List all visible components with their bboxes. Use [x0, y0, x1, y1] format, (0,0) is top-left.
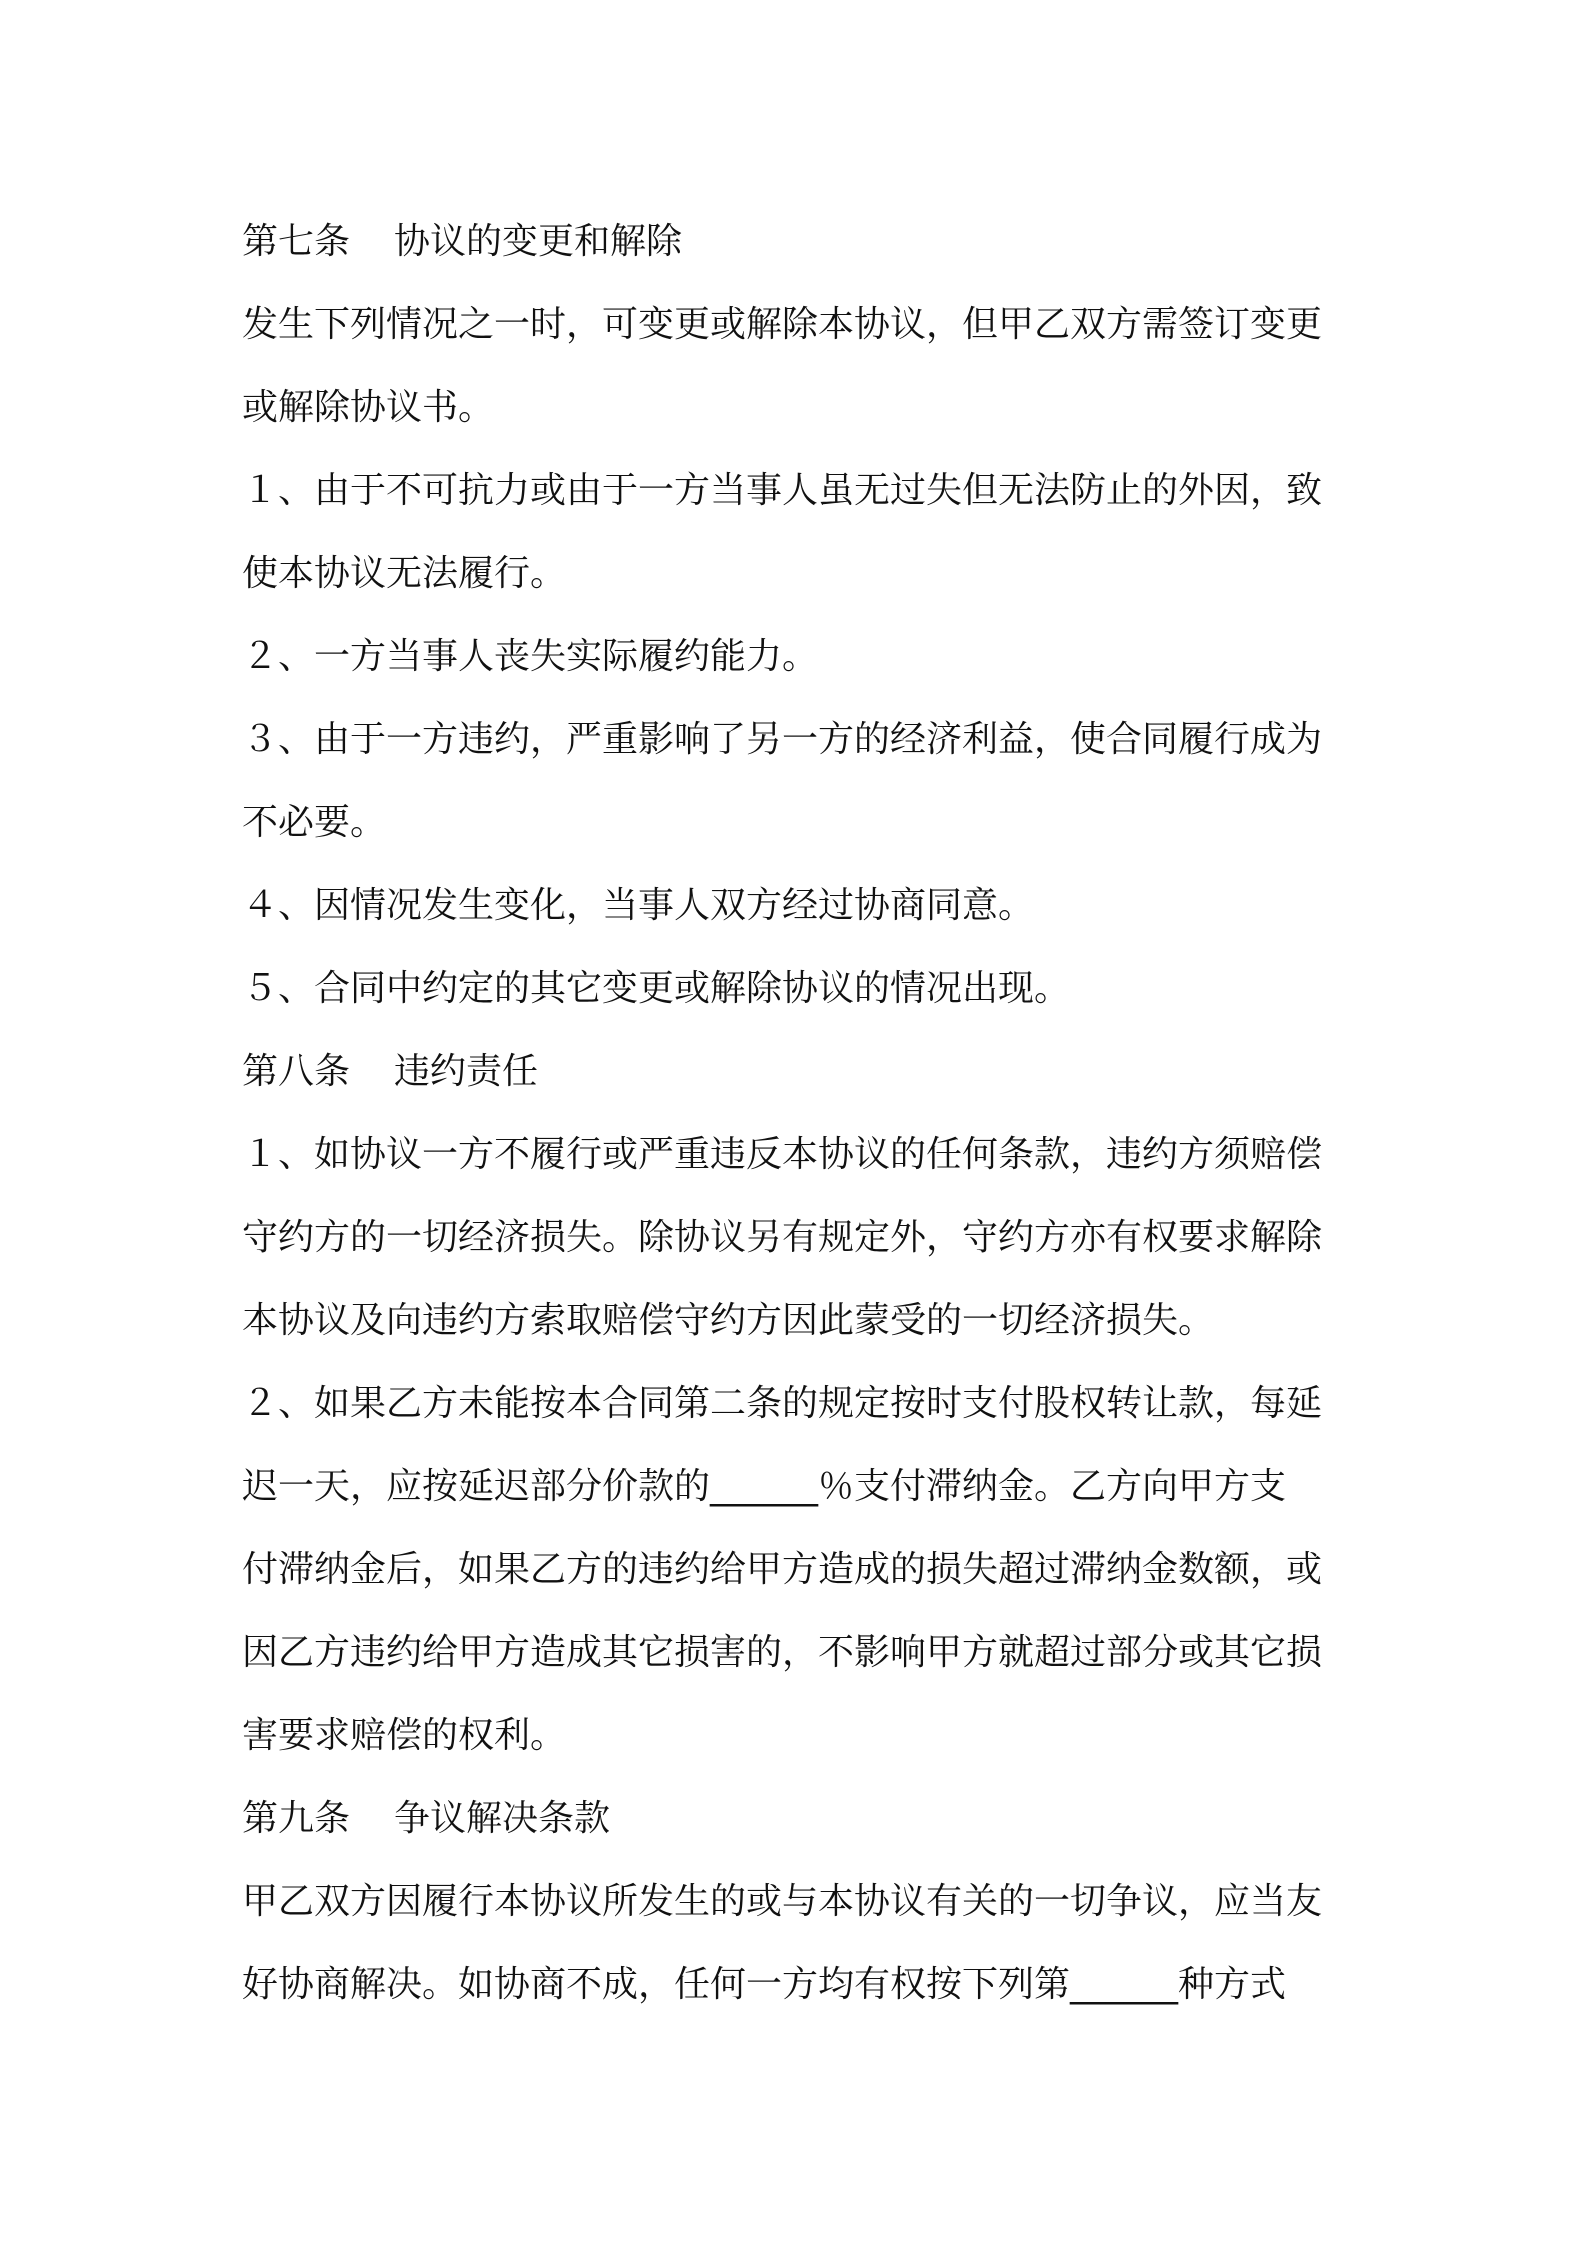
paragraph-line: 害要求赔偿的权利。 [242, 1715, 567, 1756]
paragraph-line: １、如协议一方不履行或严重违反本协议的任何条款，违约方须赔偿 [242, 1134, 1323, 1175]
article-number: 第八条 [242, 1051, 351, 1092]
article-number: 第七条 [242, 221, 351, 262]
paragraph-line: 使本协议无法履行。 [242, 553, 567, 594]
paragraph-line: ２、一方当事人丧失实际履约能力。 [242, 636, 819, 677]
paragraph-line: 本协议及向违约方索取赔偿守约方因此蒙受的一切经济损失。 [242, 1300, 1215, 1341]
paragraph-line: 或解除协议书。 [242, 387, 495, 428]
article-7-heading [242, 200, 1352, 283]
paragraph-line: 不必要。 [242, 802, 387, 843]
paragraph-line: 付滞纳金后，如果乙方的违约给甲方造成的损失超过滞纳金数额，或 [242, 1549, 1323, 1590]
paragraph-line: 发生下列情况之一时，可变更或解除本协议，但甲乙双方需签订变更 [242, 304, 1323, 345]
article-8-heading [242, 1030, 1352, 1113]
article-title: 协议的变更和解除 [394, 221, 683, 262]
paragraph-line: 甲乙双方因履行本协议所发生的或与本协议有关的一切争议，应当友 [242, 1881, 1323, 1922]
paragraph-line: ５、合同中约定的其它变更或解除协议的情况出现。 [242, 968, 1071, 1009]
paragraph-line: 因乙方违约给甲方造成其它损害的，不影响甲方就超过部分或其它损 [242, 1632, 1323, 1673]
paragraph-line: 守约方的一切经济损失。除协议另有规定外，守约方亦有权要求解除 [242, 1217, 1323, 1258]
paragraph-line: ３、由于一方违约，严重影响了另一方的经济利益，使合同履行成为 [242, 719, 1323, 760]
article-9-heading [242, 1777, 1352, 1860]
document-body [242, 200, 1352, 2026]
paragraph-line: 好协商解决。如协商不成，任何一方均有权按下列第______种方式 [242, 1964, 1287, 2005]
article-title: 争议解决条款 [394, 1798, 611, 1839]
paragraph-line: ２、如果乙方未能按本合同第二条的规定按时支付股权转让款，每延 [242, 1383, 1323, 1424]
paragraph-line: 迟一天，应按延迟部分价款的______％支付滞纳金。乙方向甲方支 [242, 1466, 1287, 1507]
article-title: 违约责任 [394, 1051, 539, 1092]
paragraph-line: １、由于不可抗力或由于一方当事人虽无过失但无法防止的外因，致 [242, 470, 1323, 511]
paragraph-line: ４、因情况发生变化，当事人双方经过协商同意。 [242, 885, 1035, 926]
article-number: 第九条 [242, 1798, 351, 1839]
